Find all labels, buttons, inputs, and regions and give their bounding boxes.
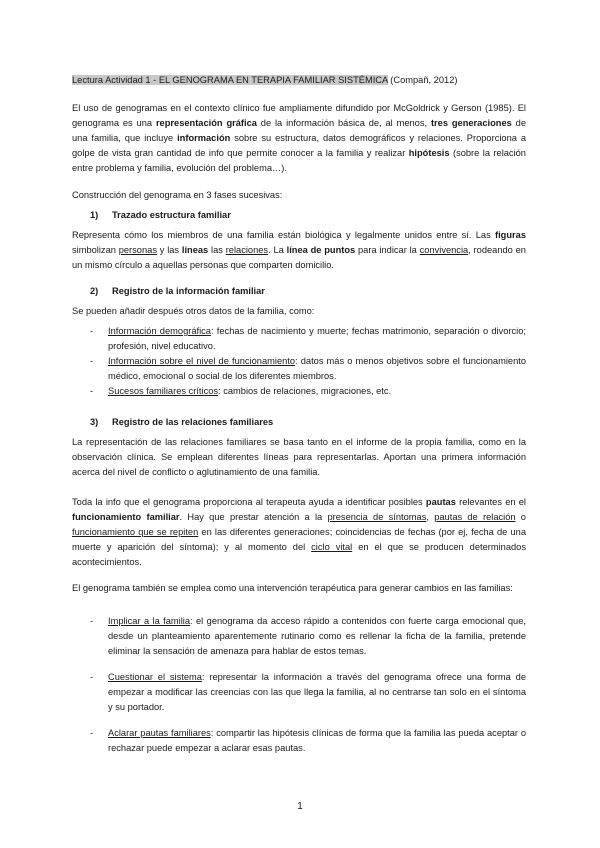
intervention-intro: El genograma también se emplea como una intervención terapéutica para generar cambios en las familias: xyxy=(72,583,513,593)
title-highlighted: Lectura Actividad 1 - EL GENOGRAMA EN TERAPIA FAMILIAR SISTÉMICA xyxy=(72,75,388,85)
page-number: 1 xyxy=(297,801,303,812)
list-item: - Cuestionar el sistema: representar la información a través del genograma ofrece una forma de empezar a modificar las creencias con las que llega la familia, al no centrarse tan solo en el síntoma y su portador. xyxy=(90,672,526,712)
list-item: - Aclarar pautas familiares: compartir las hipótesis clínicas de forma que la familia las pueda aceptar o rechazar puede empezar a aclarar esas pautas. xyxy=(90,728,527,753)
phase2-heading: 2) Registro de la información familiar xyxy=(90,286,265,296)
phase2-list xyxy=(90,324,526,399)
phase3-heading: 3) Registro de las relaciones familiares xyxy=(90,417,274,427)
intervention-list xyxy=(90,614,526,756)
list-item: - Información sobre el nivel de funcionamiento: datos más o menos objetivos sobre el funcionamiento médico, emocional o social de los diferentes miembros. xyxy=(90,356,526,381)
construction-line: Construcción del genograma en 3 fases sucesivas: xyxy=(72,190,283,200)
list-item: - Información demográfica: fechas de nacimiento y muerte; fechas matrimonio, separación o divorcio; profesión, nivel educativo. xyxy=(90,326,526,351)
list-item: - Implicar a la familia: el genograma da acceso rápido a contenidos con fuerte carga emocional que, desde un planteamiento aparentemente rutinario como es rellenar la ficha de la familia, pretende eliminar la sensación de amenaza para hablar de estos temas. xyxy=(90,616,526,656)
phase1-paragraph: Representa cómo los miembros de una familia están biológica y legalmente unidos entre sí. Las figuras simbolizan personas y las líneas las relaciones. La línea de puntos para indicar la convivencia, rodeando en un mismo círculo a aquellas personas que comparten domicilio. xyxy=(72,230,526,270)
phase3-paragraph-1: La representación de las relaciones familiares se basa tanto en el informe de la propia familia, como en la observación clínica. Se emplean diferentes líneas para representarlas. Aportan una primera información acerca del nivel de conflicto o aglutinamiento de una familia. xyxy=(72,437,526,477)
phase1-heading: 1) Trazado estructura familiar xyxy=(90,210,231,220)
intro-paragraph: El uso de genogramas en el contexto clínico fue ampliamente difundido por McGoldrick y Gerson (1985). El genograma es una representación gráfica de la información básica de, al menos, tres generaciones de una familia, que incluye información sobre su estructura, datos demográficos y relaciones. Proporciona a golpe de vista gran cantidad de info que permite conocer a la familia y realizar hipótesis (sobre la relación entre problema y familia, evolución del problema…). xyxy=(72,103,527,173)
phase3-paragraph-2: Toda la info que el genograma proporciona al terapeuta ayuda a identificar posibles pautas relevantes en el funcionamiento familiar. Hay que prestar atención a la presencia de síntomas, pautas de relación o funcionamiento que se repiten en las diferentes generaciones; coincidencias de fechas (por ej, fecha de una muerte y aparición del síntoma); y al momento del ciclo vital en el que se producen determinados acontecimientos. xyxy=(72,497,527,567)
document-title xyxy=(72,73,532,88)
list-item: - Sucesos familiares críticos: cambios de relaciones, migraciones, etc. xyxy=(90,386,392,396)
phase2-intro: Se pueden añadir después otros datos de la familia, como: xyxy=(72,306,315,316)
title-citation: (Compañ, 2012) xyxy=(390,75,458,85)
